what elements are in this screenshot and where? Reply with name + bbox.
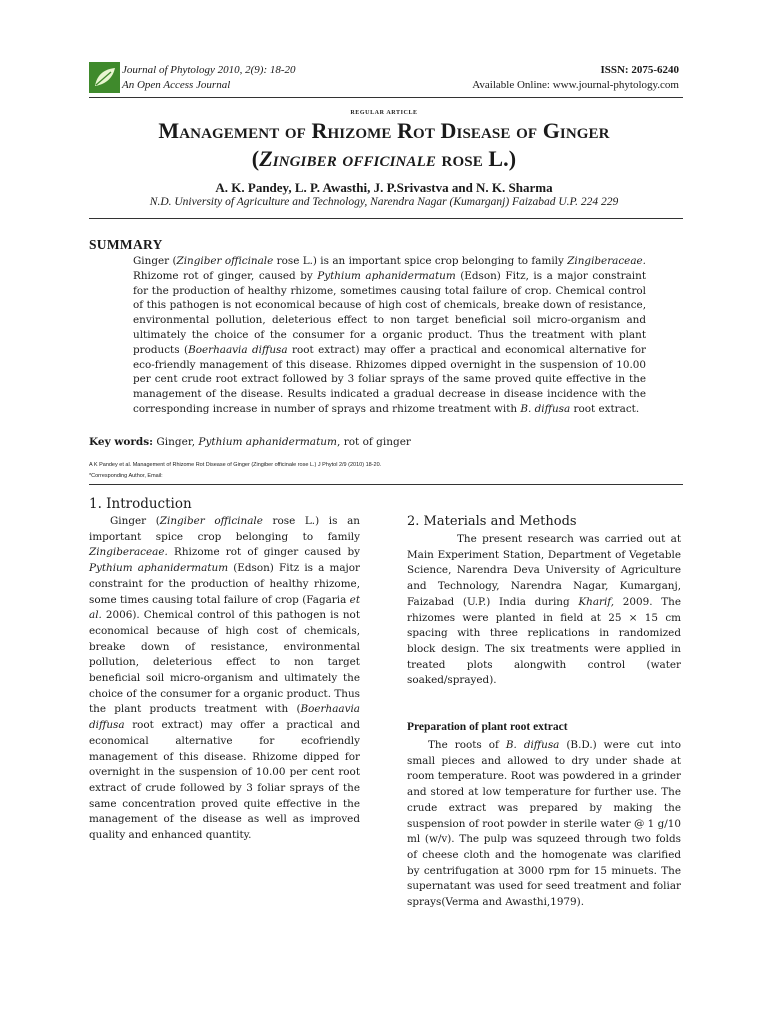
title-line2: (Zingiber officinale rose L.) [251, 146, 517, 171]
title-rule [89, 218, 683, 219]
citation-rule [89, 484, 683, 485]
prep-heading: Preparation of plant root extract [407, 721, 568, 733]
authors: A. K. Pandey, L. P. Awasthi, J. P.Srivastva and N. K. Sharma [215, 180, 553, 195]
journal-info [122, 63, 296, 93]
article-type: REGULAR ARTICLE [350, 110, 418, 116]
prep-text: The roots of B. diffusa (B.D.) were cut into small pieces and allowed to dry under shade at room temperature. Root was powdered in a grinder and stored at low temperature for further use. The crude extract was prepared by making the suspension of root powder in sterile water @ 1 g/10 ml (w/v). The pulp was squzeed through two folds of cheese cloth and the homogenate was clarified by centrifugation at 3000 rpm for 15 minuets. The supernatant was used for seed treatment and foliar sprays(Verma and Awasthi,1979). [407, 739, 681, 909]
corresponding-author: *Corresponding Author, Email: [89, 473, 163, 479]
journal-citation: Journal of Phytology 2010, 2(9): 18-20 [122, 64, 296, 76]
citation-note [89, 460, 381, 482]
intro-text: Ginger (Zingiber officinale rose L.) is an important spice crop belonging to family Zingiberaceae. Rhizome rot of ginger caused by Pythium aphanidermatum (Edson) Fitz is a major constraint for the production of healthy rhizome, some times causing total failure of crop (Fagaria et al. 2006). Chemical control of this pathogen is not economical because of high cost of chemicals, breake down of resistance, environmental pollution, deleterious effect to non target beneficial soil micro-organism and ultimately the choice of the consumer for a organic product. Thus the plant products treatment with (Boerhaavia diffusa root extract) may offer a practical and economical alternative for ecofriendly management of this disease. Rhizome dipped for overnight in the suspension of 10.00 per cent root extract of crude followed by 3 foliar sprays of the same concentration proved quite effective in the management of the disease as well as improved quality and enhanced quantity. [89, 515, 360, 842]
title-line1: Management of Rhizome Rot Disease of Ginger [158, 118, 610, 143]
journal-logo-icon [89, 62, 120, 93]
keywords: Key words: Ginger, Pythium aphanidermatum, rot of ginger [89, 436, 411, 448]
summary-heading: SUMMARY [89, 237, 163, 252]
citation-line: A K Pandey et al. Management of Rhizome Rot Disease of Ginger (Zingiber officinale rose L.) J Phytol 2/9 (2010) 18-20. [89, 462, 382, 468]
issn: ISSN: 2075-6240 [600, 64, 679, 76]
issn-info [472, 63, 679, 93]
online-url[interactable]: Available Online: www.journal-phytology.com [472, 79, 679, 91]
summary-text: Ginger (Zingiber officinale rose L.) is an important spice crop belonging to family Zingiberaceae. Rhizome rot of ginger, caused by Pythium aphanidermatum (Edson) Fitz, is a major constraint for the production of healthy rhizome, sometimes causing total failure of crop. Chemical control of this pathogen is not economical because of high cost of chemicals, breake down of resistance, environmental pollution, deleterious effect to non target beneficial soil micro-organism and ultimately the choice of the consumer for a organic product. Thus the treatment with plant products (Boerhaavia diffusa root extract) may offer a practical and economical alternative for eco-friendly management of this disease. Rhizomes dipped overnight in the suspension of 10.00 per cent crude root extract followed by 3 foliar sprays of the same proved quite effective in the management of the disease. Results indicated a gradual decrease in disease incidence with the corresponding increase in number of sprays and rhizome treatment with B. diffusa root extract. [133, 255, 647, 415]
header-rule [89, 97, 683, 98]
journal-type: An Open Access Journal [122, 79, 231, 91]
intro-heading: 1. Introduction [89, 496, 192, 512]
methods-heading: 2. Materials and Methods [407, 514, 577, 529]
methods-text: The present research was carried out at Main Experiment Station, Department of Vegetable Science, Narendra Deva University of Agriculture and Technology, Narendra Nagar, Kumarganj, Faizabad (U.P.) India during Kharif, 2009. The rhizomes were planted in field at 25 × 15 cm spacing with three replications in randomized block design. The six treatments were applied in treated plots alongwith control (water soaked/sprayed). [407, 533, 682, 687]
affiliation: N.D. University of Agriculture and Technology, Narendra Nagar (Kumarganj) Faizabad U.P. 224 229 [149, 196, 619, 208]
